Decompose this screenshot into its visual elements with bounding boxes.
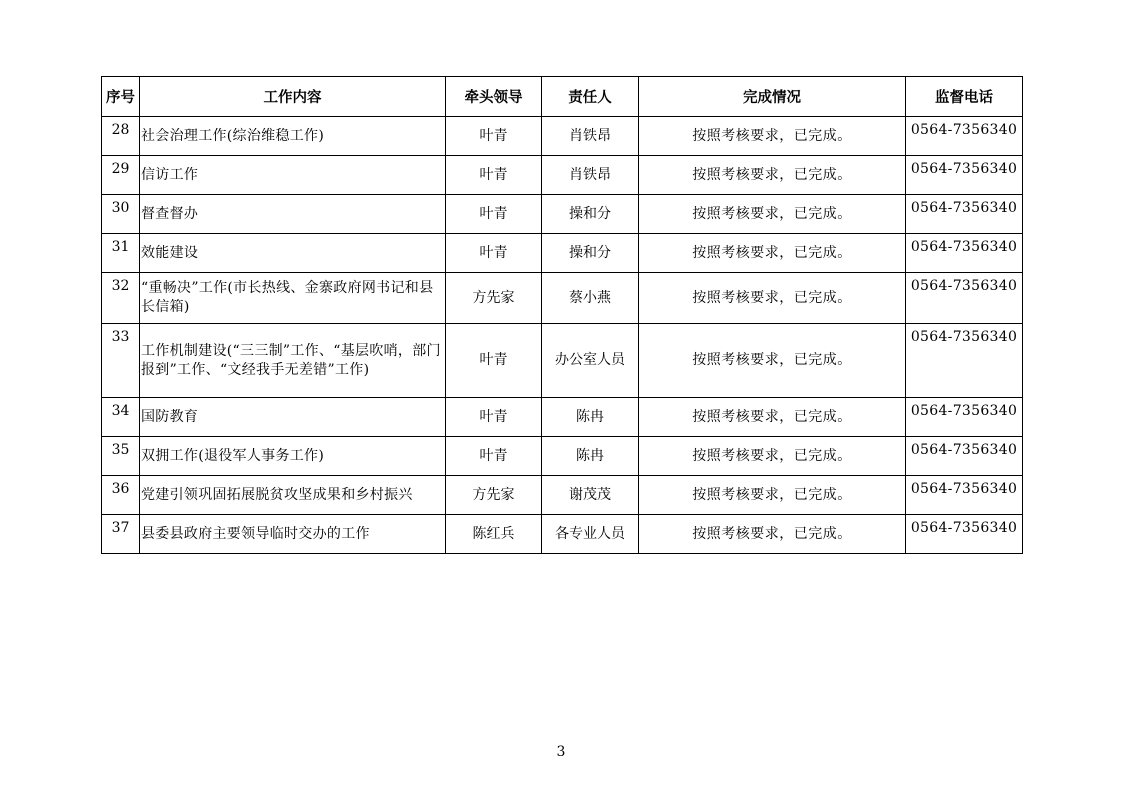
table-row (102, 195, 1023, 234)
row-responsible: 操和分 (542, 234, 639, 273)
row-leader: 叶青 (446, 117, 542, 156)
row-responsible: 陈冉 (542, 437, 639, 476)
row-num: 31 (102, 234, 140, 273)
row-responsible: 谢茂茂 (542, 476, 639, 515)
row-phone: 0564-7356340 (906, 273, 1023, 324)
row-leader: 叶青 (446, 437, 542, 476)
row-num: 30 (102, 195, 140, 234)
row-leader: 陈红兵 (446, 515, 542, 554)
page-number: 3 (556, 744, 566, 760)
row-num: 35 (102, 437, 140, 476)
row-content: 工作机制建设(“三三制”工作、“基层吹哨，部门报到”工作、“文经我手无差错”工作) (140, 324, 446, 398)
row-content: 督查督办 (140, 195, 446, 234)
row-status: 按照考核要求，已完成。 (639, 476, 906, 515)
row-phone: 0564-7356340 (906, 117, 1023, 156)
header-content: 工作内容 (140, 77, 446, 117)
row-status: 按照考核要求，已完成。 (639, 398, 906, 437)
row-num: 36 (102, 476, 140, 515)
header-responsible: 责任人 (542, 77, 639, 117)
row-phone: 0564-7356340 (906, 398, 1023, 437)
row-responsible: 各专业人员 (542, 515, 639, 554)
row-leader: 叶青 (446, 195, 542, 234)
row-leader: 叶青 (446, 398, 542, 437)
row-responsible: 蔡小燕 (542, 273, 639, 324)
header-leader: 牵头领导 (446, 77, 542, 117)
row-status: 按照考核要求，已完成。 (639, 117, 906, 156)
row-phone: 0564-7356340 (906, 476, 1023, 515)
table-row (102, 398, 1023, 437)
row-status: 按照考核要求，已完成。 (639, 234, 906, 273)
row-leader: 方先家 (446, 476, 542, 515)
row-num: 33 (102, 324, 140, 398)
row-content: 党建引领巩固拓展脱贫攻坚成果和乡村振兴 (140, 476, 446, 515)
table-row (102, 324, 1023, 398)
row-leader: 叶青 (446, 324, 542, 398)
row-phone: 0564-7356340 (906, 234, 1023, 273)
table-header-row (102, 77, 1023, 117)
row-phone: 0564-7356340 (906, 324, 1023, 398)
row-content: “重畅决”工作(市长热线、金寨政府网书记和县长信箱) (140, 273, 446, 324)
row-phone: 0564-7356340 (906, 515, 1023, 554)
row-responsible: 肖铁昂 (542, 117, 639, 156)
row-content: 双拥工作(退役军人事务工作) (140, 437, 446, 476)
row-status: 按照考核要求，已完成。 (639, 324, 906, 398)
row-status: 按照考核要求，已完成。 (639, 156, 906, 195)
row-responsible: 陈冉 (542, 398, 639, 437)
table-row (102, 117, 1023, 156)
table-row (102, 515, 1023, 554)
row-status: 按照考核要求，已完成。 (639, 273, 906, 324)
row-num: 37 (102, 515, 140, 554)
table-row (102, 437, 1023, 476)
row-content: 县委县政府主要领导临时交办的工作 (140, 515, 446, 554)
row-content: 社会治理工作(综治维稳工作) (140, 117, 446, 156)
row-content: 效能建设 (140, 234, 446, 273)
row-content: 国防教育 (140, 398, 446, 437)
table-row (102, 273, 1023, 324)
row-status: 按照考核要求，已完成。 (639, 437, 906, 476)
table-row (102, 476, 1023, 515)
row-status: 按照考核要求，已完成。 (639, 515, 906, 554)
table-row (102, 156, 1023, 195)
row-status: 按照考核要求，已完成。 (639, 195, 906, 234)
row-responsible: 操和分 (542, 195, 639, 234)
header-num: 序号 (102, 77, 140, 117)
header-phone: 监督电话 (906, 77, 1023, 117)
row-num: 32 (102, 273, 140, 324)
row-responsible: 肖铁昂 (542, 156, 639, 195)
row-num: 34 (102, 398, 140, 437)
row-phone: 0564-7356340 (906, 195, 1023, 234)
row-leader: 方先家 (446, 273, 542, 324)
row-num: 28 (102, 117, 140, 156)
row-content: 信访工作 (140, 156, 446, 195)
row-leader: 叶青 (446, 156, 542, 195)
row-responsible: 办公室人员 (542, 324, 639, 398)
row-num: 29 (102, 156, 140, 195)
row-leader: 叶青 (446, 234, 542, 273)
header-status: 完成情况 (639, 77, 906, 117)
table-row (102, 234, 1023, 273)
row-phone: 0564-7356340 (906, 156, 1023, 195)
row-phone: 0564-7356340 (906, 437, 1023, 476)
work-task-table (101, 76, 1023, 554)
